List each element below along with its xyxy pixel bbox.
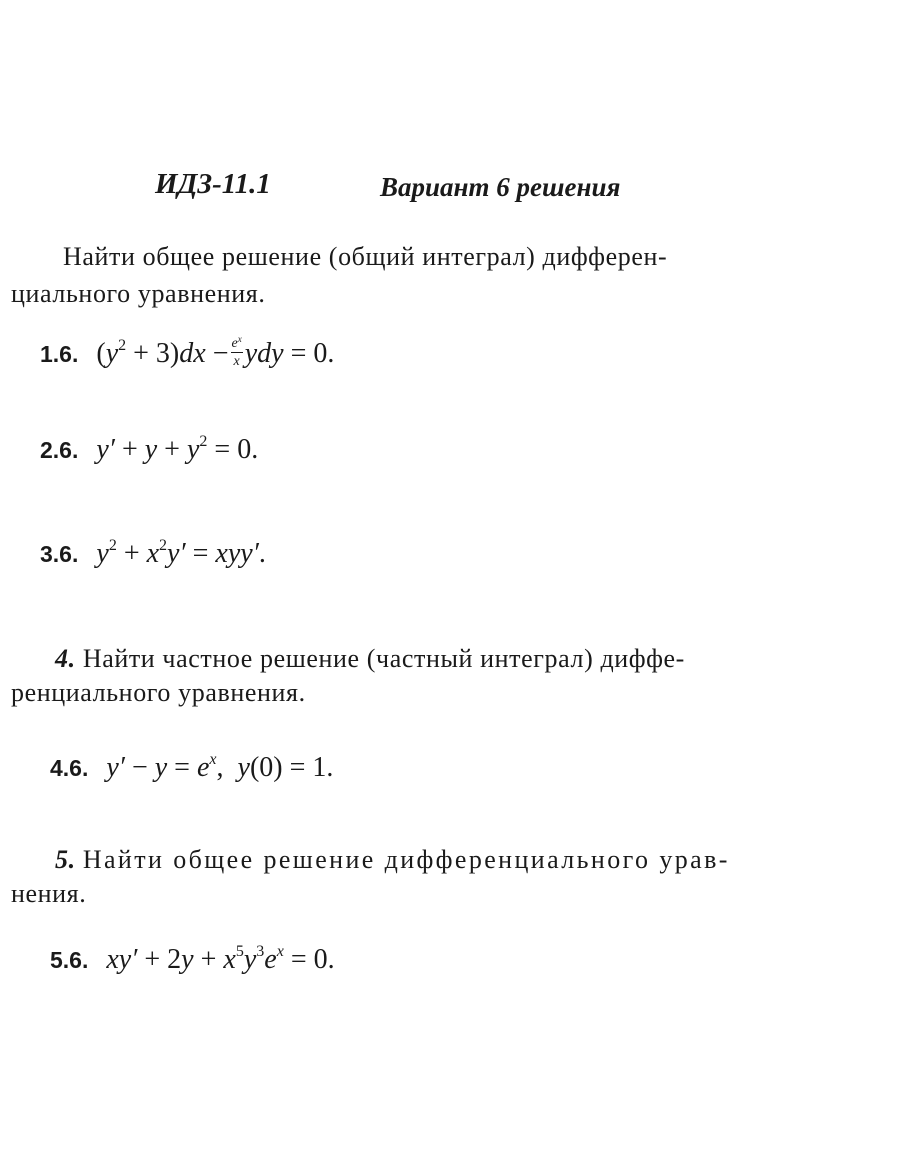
task-text: Найти частное решение (частный интеграл) диффе- — [82, 644, 685, 673]
problem-formula: $y' - y = e^x$, y(0) = 1. — [106, 751, 334, 783]
fraction: $\frac{e^x}{x}$ — [231, 333, 242, 369]
task-4-line-2: ренциального уравнения. — [11, 678, 306, 707]
intro-line-1: Найти общее решение (общий интеграл) дифферен- — [63, 242, 668, 271]
task-5-line-1 — [55, 847, 730, 873]
document-subtitle: Вариант 6 решения — [380, 172, 621, 202]
problem-1-6 — [40, 333, 335, 372]
document-title: ИДЗ-11.1 — [155, 168, 271, 200]
problem-label: 3.6. — [40, 541, 79, 567]
problem-label: 1.6. — [40, 341, 79, 367]
problem-5-6 — [50, 944, 335, 976]
task-4-line-1 — [55, 646, 685, 672]
intro-line-2: циального уравнения. — [11, 279, 266, 308]
problem-formula: $y^2 + x^2y' = xyy'$. — [96, 537, 266, 569]
problem-label: 2.6. — [40, 437, 79, 463]
problem-label: 5.6. — [50, 947, 89, 973]
problem-formula: $y' + y + y^2 = 0$. — [96, 433, 259, 465]
problem-formula: $(y^2 + 3)dx$ − $\frac{e^x}{x}$ ydy = 0. — [96, 333, 335, 369]
problem-formula: $xy' + 2y + x^5y^3e^x = 0$. — [106, 943, 335, 975]
task-5-line-2: нения. — [11, 879, 87, 908]
task-text: Найти общее решение дифференциального урав- — [82, 845, 730, 874]
problem-label: 4.6. — [50, 755, 89, 781]
task-number: 4. — [55, 644, 76, 673]
problem-4-6 — [50, 752, 333, 784]
problem-2-6 — [40, 434, 258, 466]
task-number: 5. — [55, 845, 76, 874]
problem-3-6 — [40, 538, 266, 570]
